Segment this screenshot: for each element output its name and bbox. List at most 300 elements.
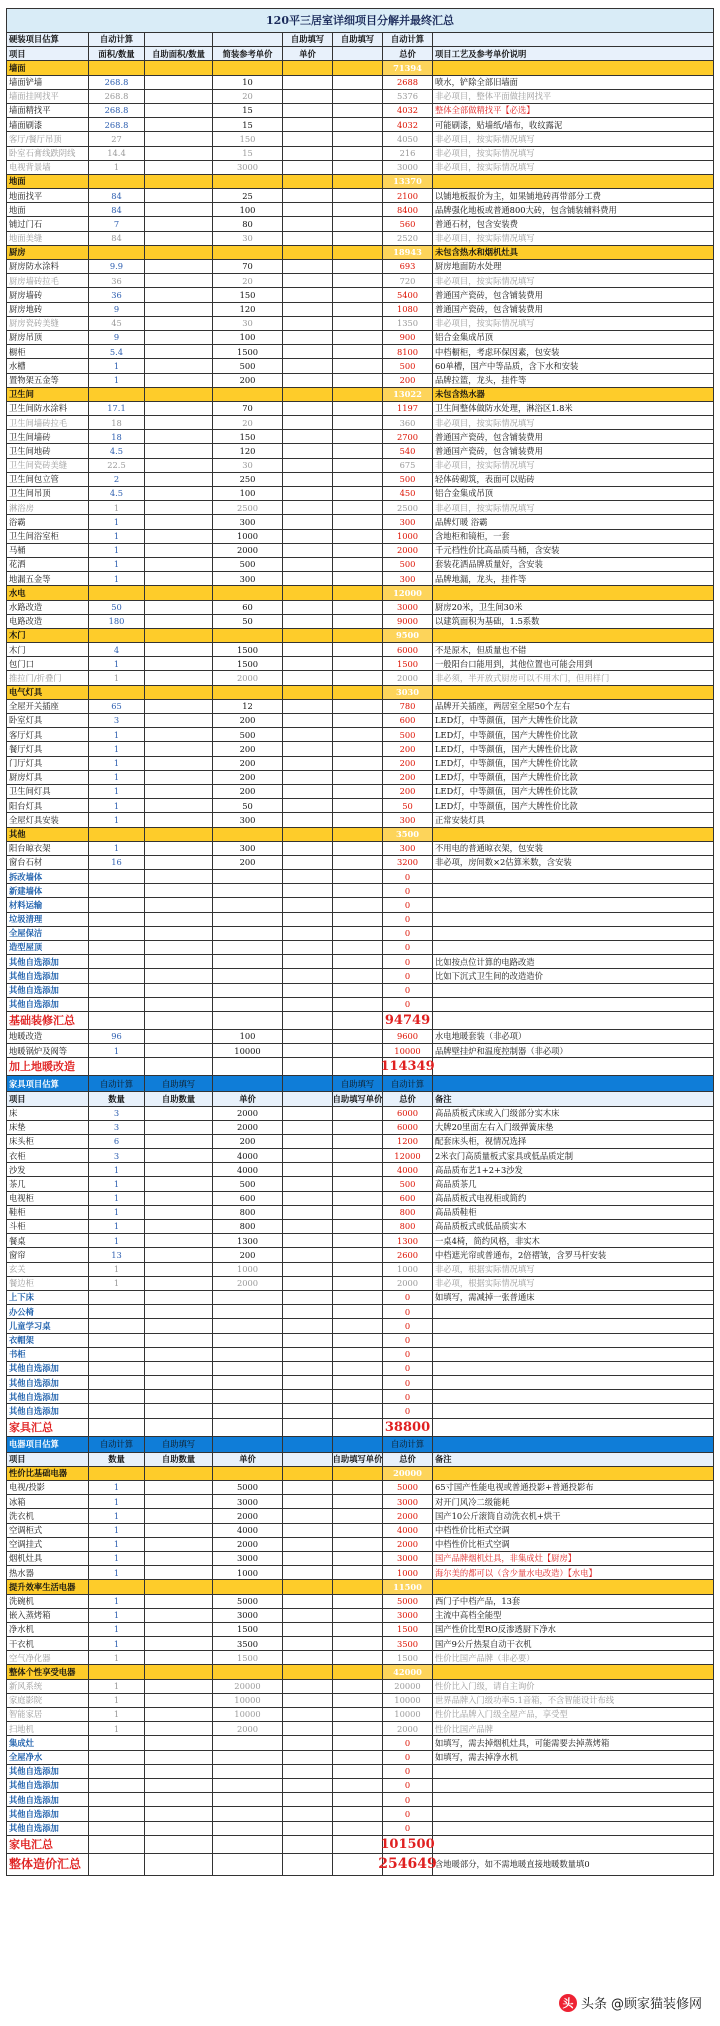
sheet-row-row xyxy=(7,1192,714,1206)
cell-price xyxy=(283,473,333,486)
cell-note: 厨房20米，卫生间30米 xyxy=(433,601,714,614)
watermark xyxy=(555,1991,706,2014)
cell-quantity xyxy=(89,1362,145,1375)
cell-self-quantity xyxy=(145,700,213,713)
cell-self-price xyxy=(333,1708,383,1721)
cell-price xyxy=(283,1793,333,1806)
cell-quantity: 45 xyxy=(89,317,145,330)
cell-note: 如填写，需减掉一张普通床 xyxy=(433,1291,714,1304)
cell-total: 0 xyxy=(383,870,433,883)
cell-item: 家具汇总 xyxy=(7,1419,89,1436)
cell-ref-price: 200 xyxy=(213,374,283,387)
sheet-row-row xyxy=(7,487,714,501)
cell-self-quantity xyxy=(145,1058,213,1075)
sheet-row-row xyxy=(7,785,714,799)
cell-quantity: 1 xyxy=(89,1206,145,1219)
cell-note: 水电地暖套装（非必项） xyxy=(433,1030,714,1043)
cell-total: 675 xyxy=(383,459,433,472)
cell-self-quantity xyxy=(145,1765,213,1778)
cell-quantity: 1 xyxy=(89,374,145,387)
cell-self-price: 自助填写 xyxy=(333,1076,383,1091)
cell-self-price xyxy=(333,288,383,301)
cell-self-price xyxy=(333,1419,383,1436)
cell-note xyxy=(433,927,714,940)
sheet-row-row xyxy=(7,303,714,317)
cell-ref-price: 60 xyxy=(213,601,283,614)
cell-item: 洗衣机 xyxy=(7,1509,89,1522)
cell-self-price xyxy=(333,1552,383,1565)
cell-quantity: 1 xyxy=(89,1680,145,1693)
cell-note: LED灯，中等颜值，国产大牌性价比款 xyxy=(433,714,714,727)
cell-total: 0 xyxy=(383,1779,433,1792)
cell-quantity xyxy=(89,927,145,940)
cell-note: LED灯，中等颜值，国产大牌性价比款 xyxy=(433,757,714,770)
cell-price xyxy=(283,714,333,727)
sheet-row-row xyxy=(7,260,714,274)
cell-total: 13022 xyxy=(383,388,433,401)
cell-total: 200 xyxy=(383,785,433,798)
cell-total: 450 xyxy=(383,487,433,500)
cell-self-price xyxy=(333,1404,383,1417)
cell-self-price xyxy=(333,686,383,699)
cell-total: 2688 xyxy=(383,76,433,89)
cell-total: 1000 xyxy=(383,1566,433,1579)
cell-quantity: 数量 xyxy=(89,1092,145,1105)
cell-total: 720 xyxy=(383,274,433,287)
cell-item: 墙面精找平 xyxy=(7,104,89,117)
cell-quantity xyxy=(89,870,145,883)
cell-self-quantity xyxy=(145,1206,213,1219)
cell-note xyxy=(433,175,714,188)
cell-price xyxy=(283,1665,333,1678)
cell-self-price xyxy=(333,1305,383,1318)
cell-note: 比如按点位计算的电路改造 xyxy=(433,955,714,968)
sheet-row-row xyxy=(7,1177,714,1191)
cell-price xyxy=(283,1177,333,1190)
cell-self-quantity xyxy=(145,1263,213,1276)
cell-item: 卧室石膏线跌阴线 xyxy=(7,147,89,160)
cell-quantity: 268.8 xyxy=(89,90,145,103)
cell-self-quantity xyxy=(145,544,213,557)
cell-ref-price: 2500 xyxy=(213,501,283,514)
cell-note: 高品质鞋柜 xyxy=(433,1206,714,1219)
cell-ref-price: 1500 xyxy=(213,643,283,656)
cell-self-quantity xyxy=(145,1334,213,1347)
cell-total: 10000 xyxy=(383,1694,433,1707)
cell-item: 包门口 xyxy=(7,657,89,670)
cell-self-quantity xyxy=(145,884,213,897)
sheet-title: 120平三居室详细项目分解并最终汇总 xyxy=(7,9,714,32)
cell-total: 0 xyxy=(383,927,433,940)
cell-item: 集成灶 xyxy=(7,1736,89,1749)
cell-self-price xyxy=(333,189,383,202)
sheet-row-link xyxy=(7,984,714,998)
sheet-row-row xyxy=(7,288,714,302)
cell-self-price xyxy=(333,757,383,770)
cell-item: 其他自选添加 xyxy=(7,1779,89,1792)
cell-note: 非必项目，按实际情况填写 xyxy=(433,317,714,330)
sheet-row-grey xyxy=(7,90,714,104)
cell-total: 300 xyxy=(383,813,433,826)
cell-self-quantity xyxy=(145,1177,213,1190)
cell-price xyxy=(283,1220,333,1233)
cell-ref-price xyxy=(213,388,283,401)
cell-price xyxy=(283,1495,333,1508)
cell-note: 厨房地面防水处理 xyxy=(433,260,714,273)
cell-note xyxy=(433,941,714,954)
sheet-row-link xyxy=(7,1779,714,1793)
cell-quantity: 1 xyxy=(89,1481,145,1494)
cell-price xyxy=(283,1467,333,1480)
sheet-row-grey xyxy=(7,459,714,473)
cell-self-quantity: 自助数量 xyxy=(145,1092,213,1105)
cell-total: 2000 xyxy=(383,1538,433,1551)
sheet-row-row xyxy=(7,430,714,444)
cell-quantity xyxy=(89,1793,145,1806)
cell-self-price xyxy=(333,1277,383,1290)
cell-ref-price: 120 xyxy=(213,303,283,316)
cell-quantity: 自动计算 xyxy=(89,1437,145,1452)
cell-self-price xyxy=(333,515,383,528)
cell-price xyxy=(283,757,333,770)
cell-quantity: 16 xyxy=(89,856,145,869)
cell-item: 厨房 xyxy=(7,246,89,259)
cell-item: 电视背景墙 xyxy=(7,161,89,174)
cell-total: 9600 xyxy=(383,1030,433,1043)
sheet-row-row xyxy=(7,1044,714,1058)
cell-self-quantity xyxy=(145,260,213,273)
cell-price xyxy=(283,1092,333,1105)
cell-ref-price: 10000 xyxy=(213,1694,283,1707)
cell-self-price xyxy=(333,1030,383,1043)
cell-total: 4032 xyxy=(383,118,433,131)
cell-quantity: 1 xyxy=(89,1722,145,1735)
cell-note xyxy=(433,1362,714,1375)
cell-self-quantity xyxy=(145,1163,213,1176)
cell-self-price xyxy=(333,1623,383,1636)
sheet-row-grey xyxy=(7,1694,714,1708)
sheet-row-row xyxy=(7,1121,714,1135)
cell-total: 2000 xyxy=(383,544,433,557)
cell-item: 花洒 xyxy=(7,558,89,571)
cell-note: 卫生间整体做防水处理，淋浴区1.8米 xyxy=(433,402,714,415)
cell-self-price xyxy=(333,1751,383,1764)
cell-quantity: 1 xyxy=(89,1177,145,1190)
cell-self-quantity xyxy=(145,147,213,160)
cell-ref-price: 2000 xyxy=(213,544,283,557)
sheet-row-link xyxy=(7,969,714,983)
cell-note: 非必项目，按实际情况填写 xyxy=(433,147,714,160)
cell-self-price xyxy=(333,388,383,401)
cell-total: 0 xyxy=(383,1291,433,1304)
cell-self-quantity xyxy=(145,217,213,230)
cell-total: 1350 xyxy=(383,317,433,330)
sheet-rows xyxy=(7,33,714,1876)
cell-total: 6000 xyxy=(383,1107,433,1120)
cell-price xyxy=(283,785,333,798)
cell-self-quantity xyxy=(145,1135,213,1148)
cell-price xyxy=(283,842,333,855)
cell-note xyxy=(433,984,714,997)
cell-quantity: 1 xyxy=(89,742,145,755)
sheet-row-row xyxy=(7,1163,714,1177)
cell-quantity xyxy=(89,884,145,897)
cell-self-price xyxy=(333,303,383,316)
cell-note: 国产性价比型RO反渗透厨下净水 xyxy=(433,1623,714,1636)
sheet-row-hdr xyxy=(7,1092,714,1106)
cell-quantity: 3 xyxy=(89,714,145,727)
sheet-row-row xyxy=(7,799,714,813)
cell-price xyxy=(283,1058,333,1075)
cell-note: 未包含热水和烟机灶具 xyxy=(433,246,714,259)
cell-item: 全屋保洁 xyxy=(7,927,89,940)
sheet-row-link xyxy=(7,870,714,884)
cell-item: 其他自选添加 xyxy=(7,1793,89,1806)
cell-price xyxy=(283,1376,333,1389)
cell-self-price xyxy=(333,572,383,585)
cell-self-quantity xyxy=(145,161,213,174)
cell-item: 餐桌 xyxy=(7,1234,89,1247)
cell-total: 42000 xyxy=(383,1665,433,1678)
cell-self-price xyxy=(333,1192,383,1205)
cell-note: 品牌开关插座，两居室全屋50个左右 xyxy=(433,700,714,713)
cell-self-price xyxy=(333,1524,383,1537)
cell-quantity xyxy=(89,1319,145,1332)
cell-note xyxy=(433,1305,714,1318)
cell-self-price xyxy=(333,232,383,245)
sheet-row-link xyxy=(7,1404,714,1418)
cell-self-quantity xyxy=(145,1538,213,1551)
cell-quantity: 1 xyxy=(89,1651,145,1664)
sheet-row-link xyxy=(7,1319,714,1333)
cell-item: 项目 xyxy=(7,47,89,60)
cell-self-price xyxy=(333,1822,383,1835)
cell-price xyxy=(283,856,333,869)
cell-quantity: 数量 xyxy=(89,1453,145,1466)
cell-ref-price: 1300 xyxy=(213,1234,283,1247)
cell-note: 中档遮光帘或普通布，2倍褶皱，含罗马杆安装 xyxy=(433,1248,714,1261)
cell-total: 300 xyxy=(383,842,433,855)
cell-item: 水路改造 xyxy=(7,601,89,614)
cell-note: 铝合金集成吊顶 xyxy=(433,487,714,500)
cell-total: 6000 xyxy=(383,1121,433,1134)
cell-item: 墙面刷漆 xyxy=(7,118,89,131)
cell-note xyxy=(433,1419,714,1436)
cell-price: 单价 xyxy=(283,47,333,60)
cell-item: 电气灯具 xyxy=(7,686,89,699)
cell-note: 性价比入门级，请自主询价 xyxy=(433,1680,714,1693)
cell-ref-price: 50 xyxy=(213,799,283,812)
cell-ref-price: 15 xyxy=(213,104,283,117)
sheet-row-sec xyxy=(7,629,714,643)
cell-self-quantity xyxy=(145,1651,213,1664)
cell-price xyxy=(283,147,333,160)
cell-note: 品牌拉篮，龙头，挂件等 xyxy=(433,374,714,387)
cell-self-price xyxy=(333,331,383,344)
cell-ref-price: 5000 xyxy=(213,1595,283,1608)
cell-self-price xyxy=(333,1609,383,1622)
cell-price xyxy=(283,1319,333,1332)
cell-price xyxy=(283,1404,333,1417)
cell-note xyxy=(433,629,714,642)
cell-total: 1300 xyxy=(383,1234,433,1247)
cell-self-quantity xyxy=(145,757,213,770)
cell-total: 自动计算 xyxy=(383,1437,433,1452)
cell-quantity xyxy=(89,175,145,188)
cell-price xyxy=(283,359,333,372)
cell-price xyxy=(283,118,333,131)
cell-quantity xyxy=(89,1012,145,1029)
cell-self-price xyxy=(333,984,383,997)
cell-ref-price: 单价 xyxy=(213,1453,283,1466)
cell-quantity: 18 xyxy=(89,430,145,443)
cell-item: 新建墙体 xyxy=(7,884,89,897)
cell-self-quantity xyxy=(145,1609,213,1622)
cell-item: 厨房吊顶 xyxy=(7,331,89,344)
cell-note: 普通国产瓷砖，包含铺装费用 xyxy=(433,288,714,301)
cell-total: 1500 xyxy=(383,1651,433,1664)
cell-total: 0 xyxy=(383,941,433,954)
cell-self-price xyxy=(333,615,383,628)
cell-price xyxy=(283,1135,333,1148)
cell-total: 4032 xyxy=(383,104,433,117)
cell-self-quantity xyxy=(145,913,213,926)
cell-self-price xyxy=(333,1807,383,1820)
cell-note: 非必项目，按实际情况填写 xyxy=(433,416,714,429)
cell-note: 普通国产瓷砖，包含铺装费用 xyxy=(433,430,714,443)
cell-item: 卫生间灯具 xyxy=(7,785,89,798)
cell-ref-price xyxy=(213,927,283,940)
sheet-row-row xyxy=(7,842,714,856)
sheet-row-subhdr xyxy=(7,33,714,47)
cell-ref-price: 1500 xyxy=(213,657,283,670)
cell-ref-price: 3000 xyxy=(213,161,283,174)
cell-total: 0 xyxy=(383,998,433,1011)
sheet-row-sec xyxy=(7,1665,714,1679)
cell-self-quantity xyxy=(145,1248,213,1261)
cell-note xyxy=(433,1467,714,1480)
cell-note: 国产9公斤热泵自动干衣机 xyxy=(433,1637,714,1650)
cell-quantity xyxy=(89,1467,145,1480)
cell-self-quantity xyxy=(145,33,213,46)
sheet-row-grey xyxy=(7,1722,714,1736)
cell-quantity xyxy=(89,1058,145,1075)
cell-total: 0 xyxy=(383,1822,433,1835)
cell-item: 基础装修汇总 xyxy=(7,1012,89,1029)
sheet-row-hdr xyxy=(7,47,714,61)
cell-price xyxy=(283,1694,333,1707)
sheet-row-grey xyxy=(7,671,714,685)
cell-quantity: 1 xyxy=(89,757,145,770)
cell-ref-price: 3000 xyxy=(213,1495,283,1508)
sheet-row-grey xyxy=(7,1708,714,1722)
cell-self-quantity xyxy=(145,104,213,117)
cell-quantity xyxy=(89,388,145,401)
sheet-row-link xyxy=(7,955,714,969)
cell-self-price xyxy=(333,1765,383,1778)
cell-price xyxy=(283,374,333,387)
cell-ref-price: 20 xyxy=(213,90,283,103)
cell-ref-price: 500 xyxy=(213,728,283,741)
cell-self-price xyxy=(333,544,383,557)
cell-quantity xyxy=(89,828,145,841)
cell-total: 360 xyxy=(383,416,433,429)
cell-note: 高品质板式电视柜或简约 xyxy=(433,1192,714,1205)
cell-price xyxy=(283,1680,333,1693)
cell-price xyxy=(283,870,333,883)
sheet-row-sec xyxy=(7,586,714,600)
cell-ref-price: 20 xyxy=(213,274,283,287)
cell-self-price xyxy=(333,1220,383,1233)
cell-ref-price: 1000 xyxy=(213,1263,283,1276)
sheet-row-row xyxy=(7,1107,714,1121)
cell-quantity: 1 xyxy=(89,728,145,741)
cell-total: 780 xyxy=(383,700,433,713)
cell-self-price xyxy=(333,771,383,784)
cell-ref-price xyxy=(213,870,283,883)
cell-self-price xyxy=(333,76,383,89)
cell-self-quantity xyxy=(145,288,213,301)
cell-total: 3000 xyxy=(383,601,433,614)
cell-ref-price: 2000 xyxy=(213,1107,283,1120)
cell-self-price xyxy=(333,1566,383,1579)
cell-self-price xyxy=(333,416,383,429)
sheet-row-row xyxy=(7,700,714,714)
sheet-row-sum xyxy=(7,1058,714,1076)
cell-self-quantity xyxy=(145,1030,213,1043)
cell-note xyxy=(433,1334,714,1347)
cell-total: 1500 xyxy=(383,657,433,670)
cell-item: 干衣机 xyxy=(7,1637,89,1650)
cell-quantity: 65 xyxy=(89,700,145,713)
cell-item: 卫生间防水涂料 xyxy=(7,402,89,415)
cell-total: 3000 xyxy=(383,161,433,174)
cell-quantity xyxy=(89,1580,145,1593)
cell-ref-price xyxy=(213,1736,283,1749)
cell-item: 厨房瓷砖美缝 xyxy=(7,317,89,330)
cell-self-price xyxy=(333,742,383,755)
cell-self-price xyxy=(333,61,383,74)
cell-ref-price: 600 xyxy=(213,1192,283,1205)
cell-price xyxy=(283,898,333,911)
cell-quantity xyxy=(89,1779,145,1792)
cell-self-price xyxy=(333,842,383,855)
cell-price xyxy=(283,175,333,188)
cell-price xyxy=(283,1524,333,1537)
cell-note: 普通国产瓷砖，包含铺装费用 xyxy=(433,444,714,457)
sheet-row-row xyxy=(7,771,714,785)
cell-self-price xyxy=(333,1044,383,1057)
cell-item: 墙面挂网找平 xyxy=(7,90,89,103)
cell-self-price xyxy=(333,1680,383,1693)
cell-ref-price xyxy=(213,1807,283,1820)
cell-ref-price: 25 xyxy=(213,189,283,202)
cell-price xyxy=(283,1765,333,1778)
cell-total: 自动计算 xyxy=(383,33,433,46)
cell-note: 如填写，需去掉烟机灶具，可能需要去掉蒸烤箱 xyxy=(433,1736,714,1749)
cell-self-price xyxy=(333,728,383,741)
cell-ref-price: 200 xyxy=(213,856,283,869)
cell-total: 0 xyxy=(383,1390,433,1403)
cell-self-price xyxy=(333,47,383,60)
cell-total: 500 xyxy=(383,473,433,486)
cell-self-price xyxy=(333,799,383,812)
sheet-row-grey xyxy=(7,274,714,288)
cell-self-quantity xyxy=(145,856,213,869)
cell-self-price xyxy=(333,530,383,543)
cell-quantity xyxy=(89,1854,145,1875)
cell-total: 10000 xyxy=(383,1044,433,1057)
